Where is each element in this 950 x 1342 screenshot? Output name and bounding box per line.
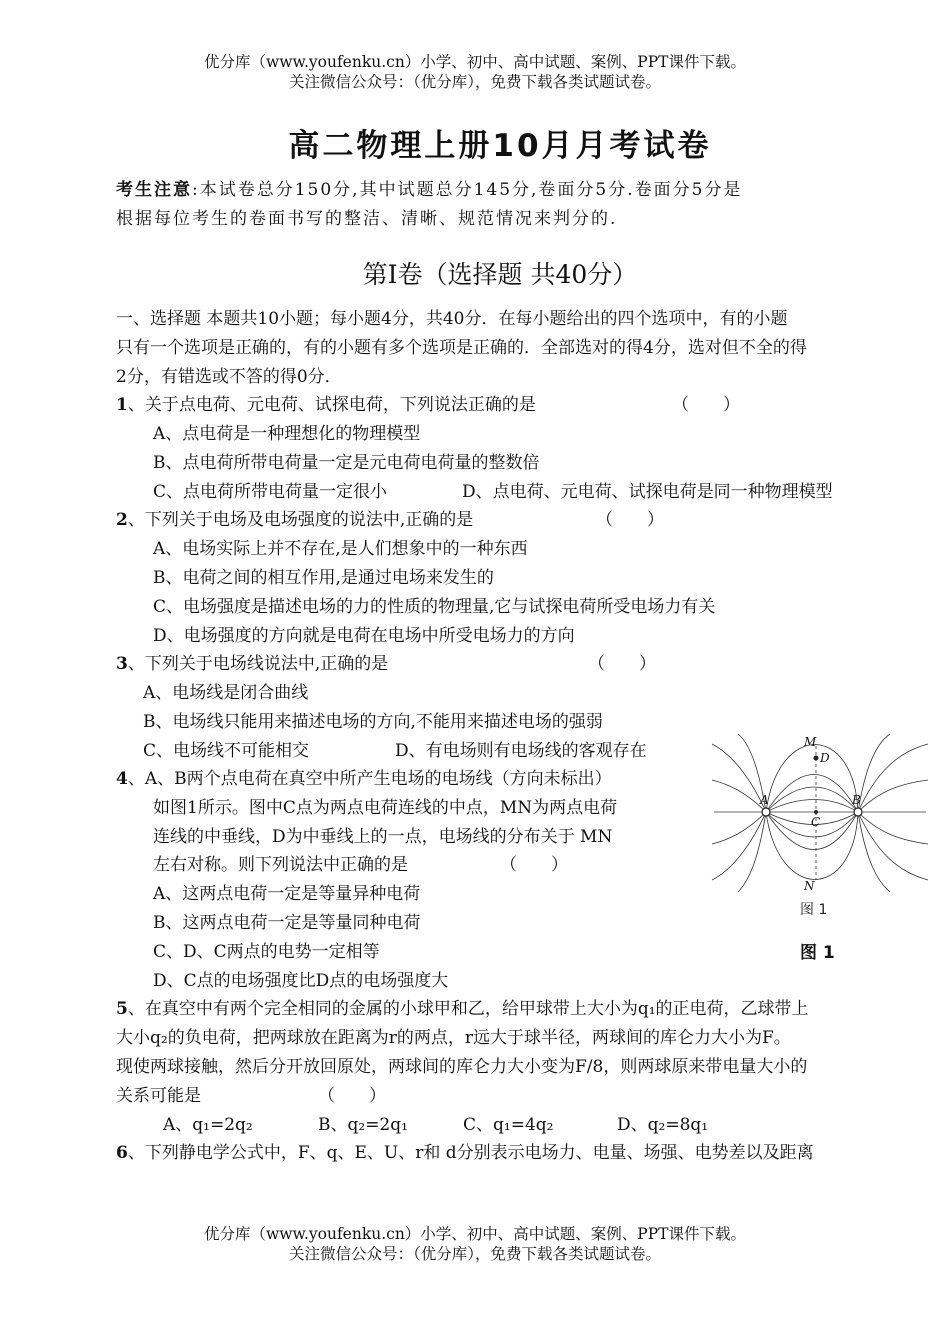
q3-option-b: B、电场线只能用来描述电场的方向,不能用来描述电场的强弱 bbox=[143, 712, 603, 732]
q5-line-2: 大小q₂的负电荷，把两球放在距离为r的两点，r远大于球半径，两球间的库仑力大小为F。 bbox=[116, 1028, 791, 1048]
q4-line-1 bbox=[116, 767, 612, 791]
point-d bbox=[814, 756, 819, 761]
figure-caption: 图 1 bbox=[800, 943, 835, 963]
instructions-line-3: 2分，有错选或不答的得0分． bbox=[116, 367, 342, 387]
q1-stem bbox=[116, 393, 536, 417]
notice-text-1: :本试卷总分150分,其中试题总分145分,卷面分5分.卷面分5分是 bbox=[192, 180, 743, 200]
label-n: N bbox=[804, 879, 815, 893]
q1-option-c: C、点电荷所带电荷量一定很小 bbox=[153, 482, 388, 502]
q3-stem bbox=[116, 652, 388, 676]
charge-b bbox=[854, 808, 862, 816]
q2-option-c: C、电场强度是描述电场的力的性质的物理量,它与试探电荷所受电场力有关 bbox=[153, 597, 716, 617]
q1-answer-paren: （ ） bbox=[672, 395, 740, 415]
notice-label: 考生注意 bbox=[116, 180, 192, 200]
q2-text: 、下列关于电场及电场强度的说法中,正确的是 bbox=[127, 510, 474, 530]
q1-option-b: B、点电荷所带电荷量一定是元电荷电荷量的整数倍 bbox=[153, 453, 540, 473]
q2-option-d: D、电场强度的方向就是电荷在电场中所受电场力的方向 bbox=[153, 626, 575, 646]
q1-option-a: A、点电荷是一种理想化的物理模型 bbox=[153, 424, 421, 444]
q3-answer-paren: （ ） bbox=[588, 654, 656, 674]
q4-option-c: C、D、C两点的电势一定相等 bbox=[153, 942, 380, 962]
q5-line-3: 现使两球接触，然后分开放回原处，两球间的库仑力大小变为F/8，则两球原来带电量大小的 bbox=[116, 1057, 808, 1077]
page-title: 高二物理上册10月月考试卷 bbox=[288, 128, 712, 164]
footer-line-2: 关注微信公众号：（优分库），免费下载各类试题试卷。 bbox=[288, 1245, 661, 1263]
q3-text: 、下列关于电场线说法中,正确的是 bbox=[127, 654, 389, 674]
q3-option-c: C、电场线不可能相交 bbox=[143, 741, 310, 761]
label-b: B bbox=[852, 793, 861, 807]
header-line-1: 优分库（www.youfenku.cn）小学、初中、高中试题、案例、PPT课件下载。 bbox=[203, 53, 747, 71]
q5-line-4: 关系可能是 bbox=[116, 1086, 201, 1106]
q4-option-d: D、C点的电场强度比D点的电场强度大 bbox=[153, 971, 449, 991]
q3-option-a: A、电场线是闭合曲线 bbox=[143, 683, 309, 703]
q1-option-d: D、点电荷、元电荷、试探电荷是同一种物理模型 bbox=[462, 482, 833, 502]
q5-answer-paren: （ ） bbox=[318, 1086, 386, 1106]
q2-stem bbox=[116, 508, 473, 532]
label-a: A bbox=[760, 793, 769, 807]
section-title: 第Ⅰ卷（选择题 共40分） bbox=[362, 260, 638, 289]
q6-text: 、下列静电学公式中，F、q、E、U、r和 d分别表示电场力、电量、场强、电势差以及距离 bbox=[127, 1143, 814, 1163]
q2-option-b: B、电荷之间的相互作用,是通过电场来发生的 bbox=[153, 568, 494, 588]
notice-line-2: 根据每位考生的卷面书写的整洁、清晰、规范情况来判分的. bbox=[116, 209, 618, 229]
q5-text-1: 、在真空中有两个完全相同的金属的小球甲和乙，给甲球带上大小为q₁的正电荷，乙球带上 bbox=[127, 999, 809, 1019]
q5-option-a: A、q₁=2q₂ bbox=[163, 1115, 253, 1135]
q5-option-b: B、q₂=2q₁ bbox=[318, 1115, 408, 1135]
instructions-line-1: 一、选择题 本题共10小题；每小题4分，共40分．在每小题给出的四个选项中，有的小题 bbox=[116, 309, 788, 329]
figure-inner-caption: 图 1 bbox=[800, 902, 828, 918]
q5-line-1 bbox=[116, 997, 809, 1021]
q3-number: 3 bbox=[116, 654, 128, 674]
q4-line-3: 连线的中垂线，D为中垂线上的一点，电场线的分布关于 MN bbox=[153, 827, 613, 847]
q6-stem bbox=[116, 1141, 814, 1165]
q4-line-4: 左右对称。则下列说法中正确的是 bbox=[153, 855, 408, 875]
q2-option-a: A、电场实际上并不存在,是人们想象中的一种东西 bbox=[153, 539, 528, 559]
q5-number: 5 bbox=[116, 999, 128, 1019]
label-d: D bbox=[820, 751, 830, 765]
footer-line-1: 优分库（www.youfenku.cn）小学、初中、高中试题、案例、PPT课件下载。 bbox=[203, 1225, 747, 1243]
electric-field-figure bbox=[708, 732, 932, 922]
q4-answer-paren: （ ） bbox=[500, 855, 568, 875]
q1-text: 、关于点电荷、元电荷、试探电荷，下列说法正确的是 bbox=[127, 395, 536, 415]
point-c bbox=[814, 810, 818, 814]
instructions-line-2: 只有一个选项是正确的，有的小题有多个选项是正确的．全部选对的得4分，选对但不全的得 bbox=[116, 338, 807, 358]
q4-line-2: 如图1所示。图中C点为两点电荷连线的中点，MN为两点电荷 bbox=[153, 798, 618, 818]
q5-option-d: D、q₂=8q₁ bbox=[617, 1115, 709, 1135]
notice-line-1 bbox=[116, 178, 742, 202]
q3-option-d: D、有电场则有电场线的客观存在 bbox=[395, 741, 647, 761]
charge-a bbox=[762, 808, 770, 816]
q4-option-a: A、这两点电荷一定是等量异种电荷 bbox=[153, 884, 421, 904]
q6-number: 6 bbox=[116, 1143, 128, 1163]
header-line-2: 关注微信公众号：（优分库），免费下载各类试题试卷。 bbox=[288, 73, 661, 91]
q2-number: 2 bbox=[116, 510, 128, 530]
q4-text-1: 、A、B两个点电荷在真空中所产生电场的电场线（方向未标出） bbox=[127, 769, 612, 789]
q1-number: 1 bbox=[116, 395, 128, 415]
label-m: M bbox=[804, 735, 817, 749]
q4-number: 4 bbox=[116, 769, 128, 789]
q5-option-c: C、q₁=4q₂ bbox=[463, 1115, 554, 1135]
label-c: C bbox=[811, 815, 821, 829]
q2-answer-paren: （ ） bbox=[596, 510, 664, 530]
q4-option-b: B、这两点电荷一定是等量同种电荷 bbox=[153, 913, 421, 933]
